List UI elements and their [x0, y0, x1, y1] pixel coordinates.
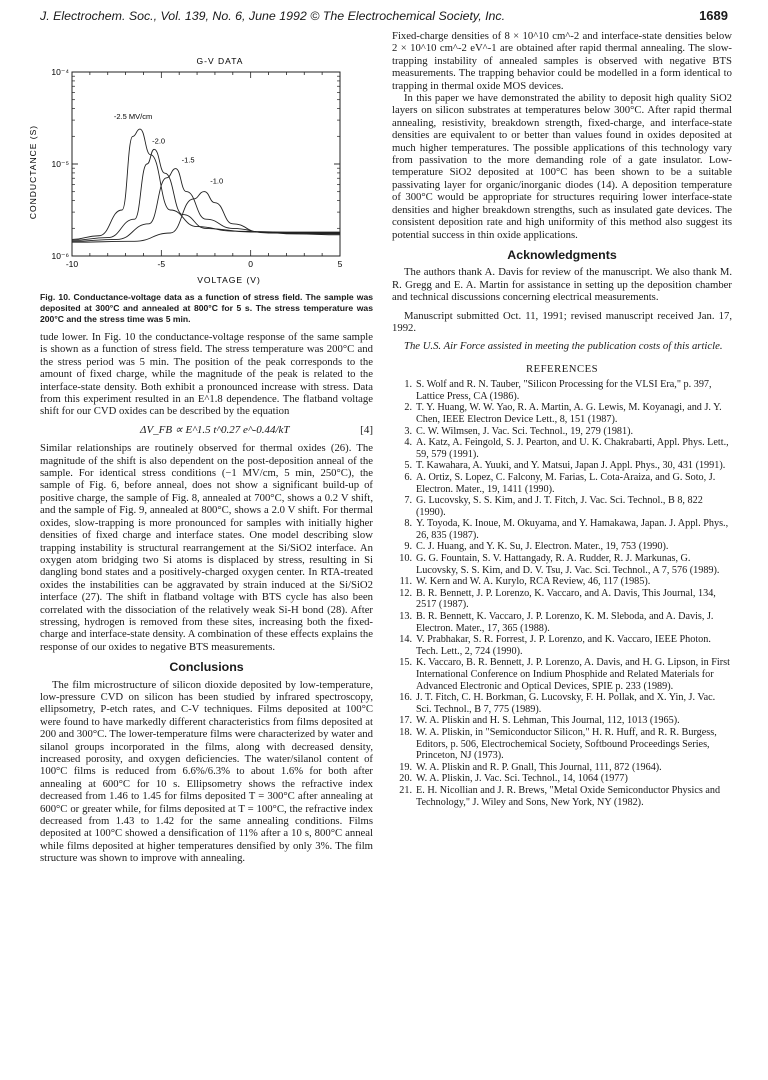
figure-10	[28, 30, 373, 288]
reference-number: 8.	[404, 518, 412, 530]
reference-number: 9.	[404, 541, 412, 553]
reference-text: B. R. Bennett, K. Vaccaro, J. P. Lorenzo, K. M. Sleboda, and A. Davis, J. Electron. Mater., 17, 365 (1988).	[416, 611, 714, 634]
x-tick-label: -5	[157, 259, 166, 269]
curve-annotation: -2.0	[152, 136, 166, 146]
reference-text: W. Kern and W. A. Kurylo, RCA Review, 46, 117 (1985).	[416, 576, 651, 588]
reference-item	[392, 611, 732, 634]
reference-text: A. Ortiz, S. Lopez, C. Falcony, M. Farias, L. Cota-Araiza, and G. Soto, J. Electron. Mater., 19, 1411 (1990).	[416, 471, 716, 495]
reference-item	[392, 379, 732, 402]
reference-number: 14.	[399, 634, 412, 646]
references-heading: REFERENCES	[525, 362, 599, 375]
reference-item	[392, 727, 732, 762]
reference-text: W. A. Pliskin and H. S. Lehman, This Journal, 112, 1013 (1965).	[416, 715, 680, 727]
paragraph: tude lower. In Fig. 10 the conductance-voltage response of the same sample is shown as a function of stress field. The stress temperature was 200°C and the stress period was 5 min. The position of the peak corresponds to the amount of fixed charge, while the magnitude of the peak is related to the interface-state density. Both exhibit a pronounced increase with stress. Data from this experiment resulted in an E^1.8 dependence. The flatband voltage shift for our CVD oxides can be described by the equation	[40, 331, 373, 418]
reference-item	[392, 785, 732, 808]
chart-title: G-V DATA	[196, 56, 244, 66]
reference-text: W. A. Pliskin, J. Vac. Sci. Technol., 14, 1064 (1977)	[416, 773, 628, 785]
reference-text: T. Kawahara, A. Yuuki, and Y. Matsui, Japan J. Appl. Phys., 30, 431 (1991).	[416, 460, 726, 472]
reference-number: 6.	[404, 471, 412, 483]
running-header	[40, 8, 728, 30]
reference-text: C. J. Huang, and Y. K. Su, J. Electron. Mater., 19, 753 (1990).	[416, 541, 669, 553]
paragraph: Fixed-charge densities of 8 × 10^10 cm^-2 and interface-state densities below 2 × 10^10 cm^-2 eV^-1 are obtained after rapid thermal annealing. The slow-trapping instability of annealed samples is observed with negative BTS measurements. The trapping behavior could be modelled in a form identical to trapping in thermal oxide MOS devices.	[392, 30, 732, 92]
reference-number: 2.	[404, 402, 412, 414]
reference-item	[392, 773, 732, 785]
equation-4	[40, 424, 373, 436]
reference-number: 16.	[399, 692, 412, 704]
reference-number: 13.	[399, 611, 412, 623]
reference-number: 1.	[404, 379, 412, 391]
journal-citation: J. Electrochem. Soc., Vol. 139, No. 6, June 1992 © The Electrochemical Society, Inc.	[40, 9, 506, 23]
reference-item	[392, 715, 732, 727]
reference-item	[392, 402, 732, 425]
references-list	[392, 379, 732, 808]
x-tick-label: 0	[248, 259, 254, 269]
paragraph: The authors thank A. Davis for review of the manuscript. We also thank M. R. Gregg and E. A. Martin for assistance in setting up the deposition chamber and technical discussions concerning electrical measurements.	[392, 266, 732, 304]
reference-text: K. Vaccaro, B. R. Bennett, J. P. Lorenzo, A. Davis, and H. G. Lipson, in First International Conference on Indium Phosphide and Related Materials for Advanced Electronic and Optical Devices, SPIE p. 233 (1989).	[416, 657, 730, 692]
reference-number: 3.	[404, 425, 412, 437]
reference-text: V. Prabhakar, S. R. Forrest, J. P. Lorenzo, and K. Vaccaro, IEEE Photon. Tech. Lett., 2, 724 (1990).	[416, 634, 711, 657]
reference-item	[392, 460, 732, 472]
curve-annotation: -2.5 MV/cm	[113, 112, 153, 122]
reference-number: 15.	[399, 657, 412, 669]
reference-text: S. Wolf and R. N. Tauber, "Silicon Processing for the VLSI Era," p. 397, Lattice Press, CA (1986).	[416, 379, 712, 402]
reference-text: J. T. Fitch, C. H. Borkman, G. Lucovsky, F. H. Pollak, and X. Yin, J. Vac. Sci. Technol., B 7, 775 (1989).	[416, 692, 716, 715]
reference-text: E. H. Nicollian and J. R. Brews, "Metal Oxide Semiconductor Physics and Technology," J. Wiley and Sons, New York, NY (1982).	[416, 784, 721, 808]
right-column	[392, 30, 732, 808]
reference-item	[392, 692, 732, 715]
curve-annotation: -1.5	[181, 155, 195, 165]
reference-text: Y. Toyoda, K. Inoue, M. Okuyama, and Y. Hamakawa, Japan. J. Appl. Phys., 26, 835 (1987).	[416, 518, 729, 541]
paragraph: Similar relationships are routinely observed for thermal oxides (26). The magnitude of the shift is also dependent on the post-deposition anneal of the sample. For identical stress conditions (−1 MV/cm, 5 min, 250°C), the sample of Fig. 6, before anneal, does not show a significant build-up of positive charge, the sample of Fig. 8, annealed at 700°C, shows a 0.2 V shift, and the sample of Fig. 9, annealed at 800°C, shows a 2.0 V shift. For thermal oxides, slow-trapping is more pronounced for samples with initially higher densities of fixed charge and interface states. One model describing slow trapping instability is structural rearrangement at the Si/SiO2 interface. An oxygen atom bridging two Si atoms is displaced by stress, resulting in Si dangling bond states and a positively-charged oxygen center. In RTA-treated oxides the instabilities can be aggravated by strain induced at the Si/SiO2 interface (27). The shift in flatband voltage with BTS cycle has also been correlated with the dissociation of the relatively weak Si-H bond (28). After stressing, hydrogen is removed from these sites, increasing both the fixed-charge and interface-state density. A combination of these effects explains the response of our oxides to negative BTS measurements.	[40, 442, 373, 653]
reference-item	[392, 437, 732, 460]
y-axis-label: CONDUCTANCE (S)	[28, 124, 38, 220]
y-tick-label: 10⁻⁵	[51, 159, 69, 169]
reference-number: 10.	[399, 553, 412, 565]
publication-costs-note: The U.S. Air Force assisted in meeting the publication costs of this article.	[404, 340, 723, 353]
equation-number: [4]	[360, 423, 373, 436]
reference-item	[392, 762, 732, 774]
reference-text: B. R. Bennett, J. P. Lorenzo, K. Vaccaro, and A. Davis, This Journal, 134, 2517 (1987).	[416, 587, 716, 611]
reference-number: 20.	[399, 773, 412, 785]
reference-number: 21.	[399, 784, 412, 796]
reference-item	[392, 518, 732, 541]
reference-text: C. W. Wilmsen, J. Vac. Sci. Technol., 19, 279 (1981).	[416, 425, 634, 437]
reference-number: 7.	[404, 495, 412, 507]
reference-item	[392, 576, 732, 588]
left-column	[28, 30, 374, 865]
reference-item	[392, 657, 732, 692]
x-tick-label: 5	[337, 259, 343, 269]
paragraph: The film microstructure of silicon dioxide deposited by low-temperature, low-pressure CVD on silicon has been studied by infrared spectroscopy, ellipsometry, P-etch rates, and C-V techniques. Films deposited at 100°C were found to have markedly different characteristics from films deposited at 200 and 300°C. The lower-temperature films were characterized by water and silanol groups incorporated in the films, along with decreased density, increased porosity, and oxygen deficiencies. The water/silanol content of 100°C films is reduced from 6.6%/6.3% to about 1.6% for both after annealing at 600°C for 10 s. Ellipsometry shows the refractive index decreased from 1.46 to 1.45 for films deposited T = 300°C after annealing at 600°C or greater while, for films deposited at T = 100°C, the refractive index decreased from 1.43 to 1.42 for the same annealing conditions. Films deposited at 100°C showed a densification of 11% after a 10 s, 800°C anneal while films deposited at higher temperatures densified by only 3%. The film structure was shown to improve with annealing.	[40, 678, 373, 865]
reference-text: G. G. Fountain, S. V. Hattangady, R. A. Rudder, R. J. Markunas, G. Lucovsky, S. S. Kim, and D. V. Tsu, J. Vac. Sci. Technol., A 7, 576 (1989).	[416, 553, 720, 576]
reference-text: T. Y. Huang, W. W. Yao, R. A. Martin, A. G. Lewis, M. Koyanagi, and J. Y. Chen, IEEE Electron Device Lett., 8, 151 (1987).	[416, 402, 722, 425]
reference-text: G. Lucovsky, S. S. Kim, and J. T. Fitch, J. Vac. Sci. Technol., B 8, 822 (1990).	[416, 495, 703, 518]
reference-number: 17.	[399, 715, 412, 727]
reference-item	[392, 588, 732, 611]
y-tick-label: 10⁻⁴	[51, 67, 69, 77]
caption-text: Conductance-voltage data as a function of stress field. The sample was deposited at 300°C and annealed at 800°C for 5 s. The stress temperature was 200°C and the stress time was 5 min.	[40, 292, 374, 324]
reference-item	[392, 541, 732, 553]
gv-curve-3	[72, 169, 340, 242]
section-heading-acknowledgments: Acknowledgments	[507, 247, 617, 262]
manuscript-dates: Manuscript submitted Oct. 11, 1991; revised manuscript received Jan. 17, 1992.	[392, 309, 732, 334]
reference-number: 5.	[404, 460, 412, 472]
reference-text: W. A. Pliskin, in "Semiconductor Silicon," H. R. Huff, and R. R. Burgess, Editors, p. 506, Electrochemical Society, Softbound Proceedings Series, Princeton, NJ (1973).	[416, 726, 717, 762]
reference-number: 4.	[404, 437, 412, 449]
caption-label: Fig. 10.	[40, 292, 71, 302]
reference-item	[392, 495, 732, 518]
reference-text: A. Katz, A. Feingold, S. J. Pearton, and U. K. Chakrabarti, Appl. Phys. Lett., 59, 579 (1991).	[416, 437, 729, 460]
reference-text: W. A. Pliskin and R. P. Gnall, This Journal, 111, 872 (1964).	[416, 761, 662, 773]
reference-number: 19.	[399, 761, 412, 773]
reference-item	[392, 472, 732, 495]
page-number: 1689	[699, 8, 728, 23]
reference-item	[392, 553, 732, 576]
y-tick-label: 10⁻⁶	[51, 251, 69, 261]
section-heading-conclusions: Conclusions	[169, 660, 244, 675]
reference-item	[392, 426, 732, 438]
reference-number: 12.	[399, 587, 412, 599]
gv-chart	[28, 30, 373, 288]
reference-item	[392, 634, 732, 657]
equation-expression: ΔV_FB ∝ E^1.5 t^0.27 e^-0.44/kT	[140, 423, 290, 436]
reference-number: 18.	[399, 726, 412, 738]
figure-caption	[40, 292, 373, 325]
curve-annotation: -1.0	[210, 176, 224, 186]
x-tick-label: -10	[65, 259, 79, 269]
reference-number: 11.	[399, 576, 412, 588]
x-axis-label: VOLTAGE (V)	[197, 275, 261, 285]
gv-curve-4	[72, 192, 340, 243]
gv-curve-1	[72, 129, 340, 239]
paragraph: In this paper we have demonstrated the ability to deposit high quality SiO2 layers on silicon substrates at temperatures below 300°C. After rapid thermal annealing, resistivity, breakdown strength, fixed-charge, and interface-state densities are equivalent to or better than values found in oxides deposited at much higher temperatures. The possible applications of this technology vary from passivation to the more demanding role of a gate insulator. Low-temperature SiO2 deposited at 100°C has been shown to be a suitable passivating layer for organic/inorganic diodes (14). A deposition temperature of 300°C would be appropriate for structures requiring lower interface-state densities and higher breakdown strengths, such as insulated gate devices. The consistent deposition rate and high uniformity of this method also suggest its potential success in thin oxide applications.	[392, 92, 732, 241]
